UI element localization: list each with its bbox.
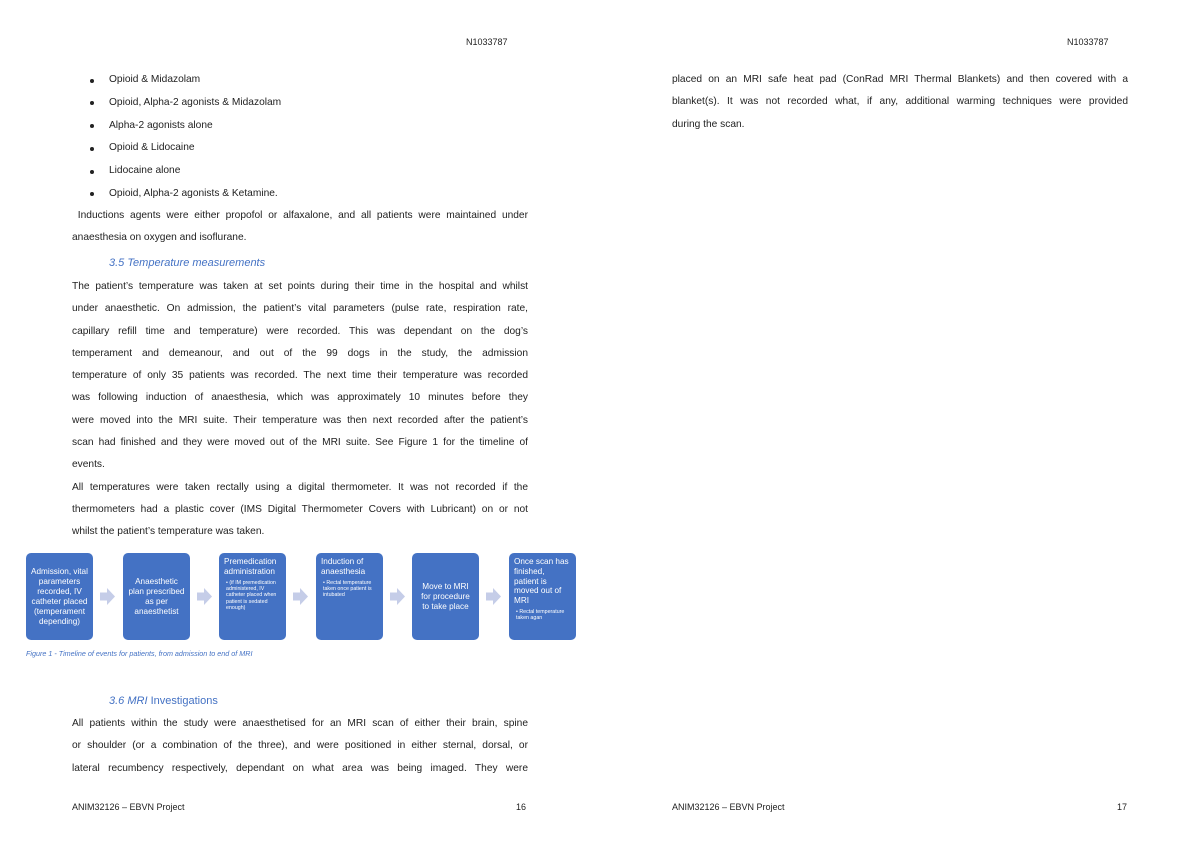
text-line: whilst the patient’s temperature was taken. <box>72 526 265 538</box>
text-line: under anaesthetic. On admission, the patient’s vital parameters (pulse rate, respiration rate, <box>72 303 528 315</box>
list-item: Lidocaine alone <box>88 160 281 183</box>
header-student-id: N1033787 <box>466 37 508 47</box>
text-line: placed on an MRI safe heat pad (ConRad MRI Thermal Blankets) and then covered with a <box>672 74 1128 85</box>
section-heading-3-5: 3.5 Temperature measurements <box>109 257 266 269</box>
section-heading-3-6: 3.6 MRI Investigations <box>109 695 218 707</box>
text-line: was following induction of anaesthesia, which was approximately 10 minutes before they <box>72 392 528 404</box>
figure-caption: Figure 1 - Timeline of events for patients, from admission to end of MRI <box>26 649 253 658</box>
text-line: or shoulder (or a combination of the three), and were positioned in either sternal, dorsal, or <box>72 740 528 752</box>
right-page <box>600 0 1200 849</box>
text-line: blanket(s). It was not recorded what, if any, additional warming techniques were provided <box>672 96 1128 108</box>
arrow-right-icon <box>100 588 115 605</box>
text-line: temperature of only 35 patients was recorded. The next time their temperature was recorded <box>72 370 528 382</box>
text-line: lateral recumbency respectively, dependant on what area was being imaged. They were <box>72 762 528 774</box>
list-item: Opioid & Lidocaine <box>88 137 281 160</box>
list-item: Opioid, Alpha-2 agonists & Ketamine. <box>88 183 281 206</box>
flow-step-anaesthetic-plan: Anaesthetic plan prescribed as per anaesthetist <box>123 553 190 640</box>
flow-step-induction: Induction of anaesthesia • Rectal temperature taken once patient is intubated <box>316 553 383 640</box>
flow-step-scan-finished: Once scan has finished, patient is moved out of MRI • Rectal temperature taken agan <box>509 553 576 640</box>
text-line: All temperatures were taken rectally using a digital thermometer. It was not recorded if the <box>72 481 528 493</box>
text-line: scan had finished and they were moved out of the MRI suite. See Figure 1 for the timeline of <box>72 437 528 449</box>
page-number: 17 <box>1117 802 1128 812</box>
footer-project: ANIM32126 – EBVN Project <box>72 802 185 812</box>
induction-paragraph <box>72 205 528 250</box>
flow-step-move-to-mri: Move to MRI for procedure to take place <box>412 553 479 640</box>
list-item: Opioid, Alpha-2 agonists & Midazolam <box>88 92 281 115</box>
mri-paragraph <box>72 713 528 780</box>
arrow-right-icon <box>390 588 405 605</box>
list-item: Opioid & Midazolam <box>88 69 281 92</box>
text-line: thermometers had a plastic cover (IMS Digital Thermometer Covers with Lubricant) on or not <box>72 503 528 515</box>
temperature-paragraph-1 <box>72 276 528 544</box>
text-line: events. <box>72 459 105 471</box>
arrow-right-icon <box>293 588 308 605</box>
flow-step-premedication: Premedication administration • (if IM premedication administered, IV catheter placed when patient is sedated enough) <box>219 553 286 640</box>
text-line: anaesthesia on oxygen and isoflurane. <box>72 232 247 244</box>
header-student-id: N1033787 <box>1067 37 1109 47</box>
mri-continuation-paragraph <box>672 69 1128 136</box>
page-number: 16 <box>516 802 527 812</box>
text-line: The patient’s temperature was taken at set points during their time in the hospital and whilst <box>72 281 528 292</box>
text-line: Inductions agents were either propofol or alfaxalone, and all patients were maintained under <box>72 210 528 221</box>
text-line: All patients within the study were anaesthetised for an MRI scan of either their brain, spine <box>72 718 528 729</box>
footer-project: ANIM32126 – EBVN Project <box>672 802 785 812</box>
text-line: temperament and demeanour, and out of the 99 dogs in the study, the admission <box>72 347 528 359</box>
list-item: Alpha-2 agonists alone <box>88 115 281 138</box>
arrow-right-icon <box>197 588 212 605</box>
arrow-right-icon <box>486 588 501 605</box>
text-line: capillary refill time and temperature) were recorded. This was dependant on the dog’s <box>72 325 528 337</box>
flow-step-admission: Admission, vital parameters recorded, IV catheter placed (temperament depending) <box>26 553 93 640</box>
text-line: during the scan. <box>672 118 745 130</box>
premedication-list <box>88 69 281 206</box>
text-line: were moved into the MRI suite. Their temperature was then next recorded after the patient’s <box>72 414 528 426</box>
